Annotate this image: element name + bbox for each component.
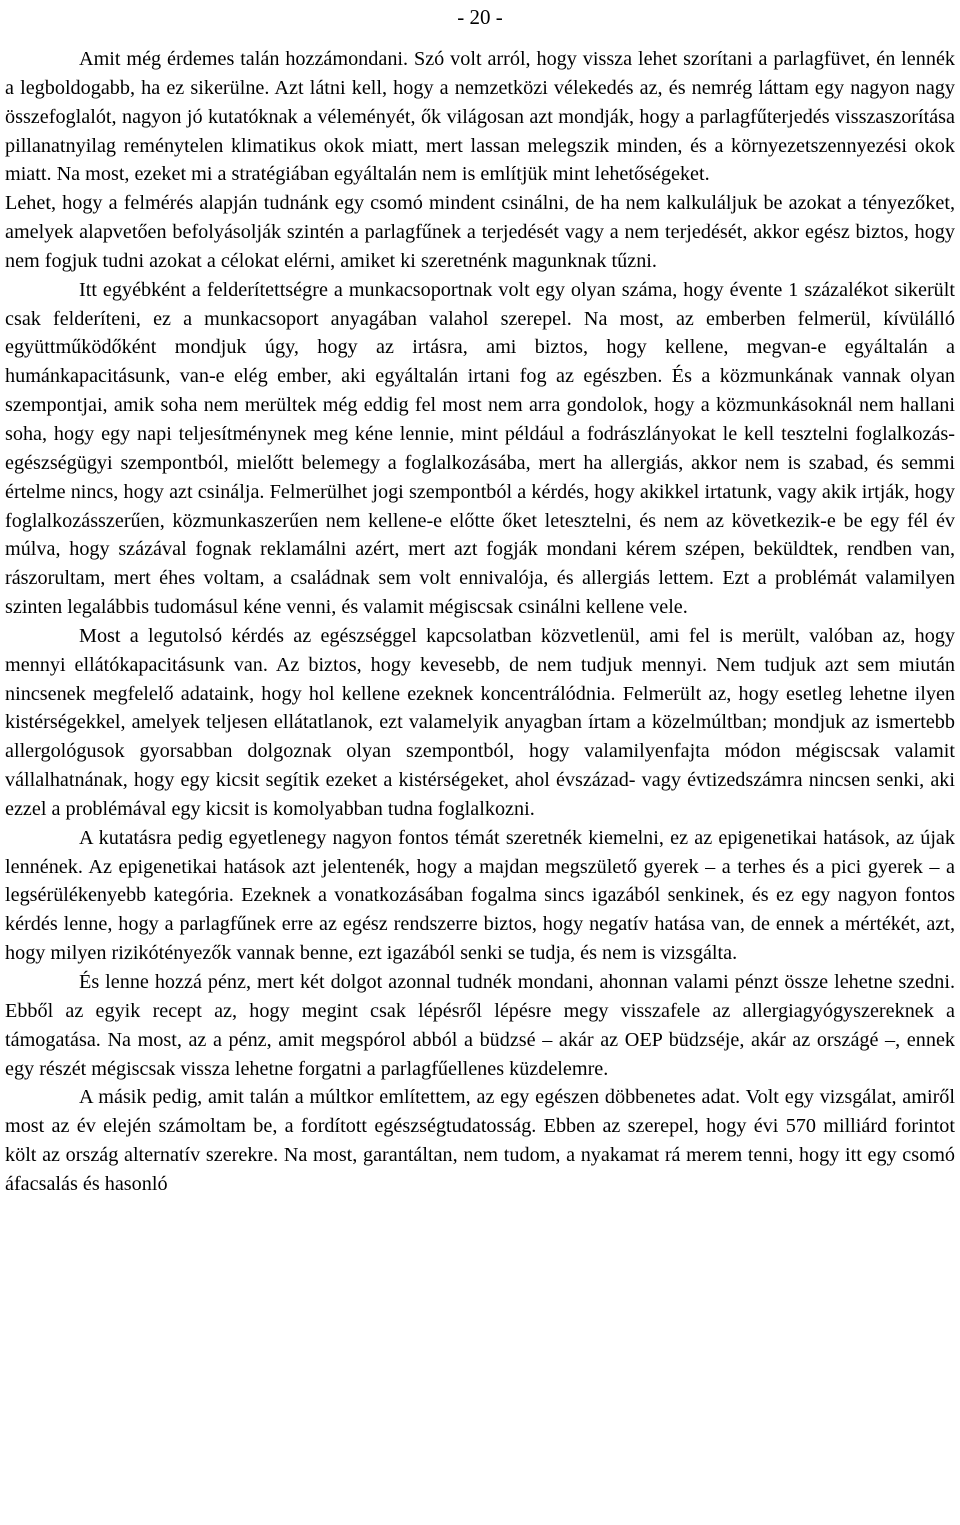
paragraph: A kutatásra pedig egyetlenegy nagyon fontos témát szeretnék kiemelni, ez az epigenetikai hatások, az újak lennének. Az epigenetikai hatások azt jelentenék, hogy a majdan megszülető gyerek – a terhes és a pici gyerek – a legsérülékenyebb kategória. Ezeknek a vonatkozásában fogalma sincs igazából senkinek, és ez egy nagyon fontos kérdés lenne, hogy a parlagfűnek erre az egész rendszerre biztos, hogy negatív hatása van, de ennek a mértékét, azt, hogy milyen rizikótényezők vannak benne, ezt igazából senki se tudja, és nem is vizsgálta. — [5, 826, 955, 965]
page-number: - 20 - — [457, 5, 503, 29]
paragraph: És lenne hozzá pénz, mert két dolgot azonnal tudnék mondani, ahonnan valami pénzt össze lehetne szedni. Ebből az egyik recept az, hogy megint csak lépésről lépésre megy visszafele az allergiagyógyszereknek a támogatása. Na most, az a pénz, amit megspórol abból a büdzsé – akár az OEP büdzséje, akár az országé –, ennek egy részét mégiscsak vissza lehetne forgatni a parlagfűellenes küzdelemre. — [5, 971, 955, 1080]
paragraph: Lehet, hogy a felmérés alapján tudnánk egy csomó mindent csinálni, de ha nem kalkuláljuk be azokat a tényezőket, amelyek alapvetően befolyásolják szintén a parlagfűnek a terjedését vagy a nem terjedését, akkor egész biztos, hogy nem fogjuk tudni azokat a célokat elérni, amiket ki szeretnénk magunknak tűzni. — [5, 192, 955, 272]
document-body — [5, 45, 955, 1199]
paragraph: Itt egyébként a felderítettségre a munkacsoportnak volt egy olyan száma, hogy évente 1 százalékot sikerült csak felderíteni, ez a munkacsoport anyagában valahol szerepel. Na most, az emberben felmerül, kívülálló együttműködőként mondjuk úgy, hogy az irtásra, ami biztos, hogy kellene, megvan-e egyáltalán a humánkapacitásunk, van-e elég ember, aki egyáltalán irtani fog az egészben. És a közmunkának vannak olyan szempontjai, amik soha nem merültek még eddig fel most nem arra gondolok, hogy a közmunkásoknál nem hallani soha, hogy egy napi teljesítménynek meg kéne lennie, mint például a fodrászlányokat le kell tesztelni foglalkozás-egészségügyi szempontból, mielőtt belemegy a foglalkozásába, mert ha allergiás, akkor nem is szabad, és semmi értelme nincs, hogy azt csinálja. Felmerülhet jogi szempontból a kérdés, hogy akikkel irtatunk, vagy akik irtják, hogy foglalkozásszerűen, közmunkaszerűen nem kellene-e előtte őket letesztelni, és nem az következik-e be egy fél év múlva, hogy százával fognak reklamálni azért, mert azt fogják mondani kérem szépen, beküldtek, rendben van, rászorultam, mert éhes voltam, a családnak sem volt ennivalója, és allergiás lettem. Ezt a problémát valamilyen szinten legalábbis tudomásul kéne venni, és valamit mégiscsak csinálni kellene vele. — [5, 278, 955, 619]
paragraph: A másik pedig, amit talán a múltkor említettem, az egy egészen döbbenetes adat. Volt egy vizsgálat, amiről most az év elején számoltam be, a fordított egészségtudatosság. Ebben az szerepel, hogy évi 570 milliárd forintot költ az ország alternatív szerekre. Na most, garantáltan, nem tudom, a nyakamat rá merem tenni, hogy itt egy csomó áfacsalás és hasonló — [5, 1086, 955, 1195]
paragraph: Amit még érdemes talán hozzámondani. Szó volt arról, hogy vissza lehet szorítani a parlagfüvet, én lennék a legboldogabb, ha ez sikerülne. Azt látni kell, hogy a nemzetközi vélekedés az, és nemrég láttam egy nagyon nagy összefoglalót, nagyon jó kutatóknak a véleményét, ők világosan azt mondják, hogy a parlagfűterjedés visszaszorítása pillanatnyilag reménytelen klimatikus okok miatt, mert lassan melegszik minden, és a környezetszennyezési okok miatt. Na most, ezeket mi a stratégiában egyáltalán nem is említjük mint lehetőségeket. — [5, 48, 955, 186]
paragraph: Most a legutolsó kérdés az egészséggel kapcsolatban közvetlenül, ami fel is merült, valóban az, hogy mennyi ellátókapacitásunk van. Az biztos, hogy kevesebb, de nem tudjuk mennyi. Nem tudjuk azt sem miután nincsenek megfelelő adataink, hogy hol kellene ezeknek koncentrálódnia. Felmerült az, hogy esetleg lehetne ilyen kistérségekkel, amelyek teljesen ellátatlanok, ezt valamelyik anyagban írtam a közelmúltban; mondjuk az ismertebb allergológusok gyorsabban dolgoznak olyan szempontból, hogy valamilyenfajta módon mégiscsak valamit vállalhatnának, hogy egy kicsit segítik ezeket a kistérségeket, ahol évszázad- vagy évtizedszámra nincsen senki, aki ezzel a problémával egy kicsit is komolyabban tudna foglalkozni. — [5, 624, 955, 820]
